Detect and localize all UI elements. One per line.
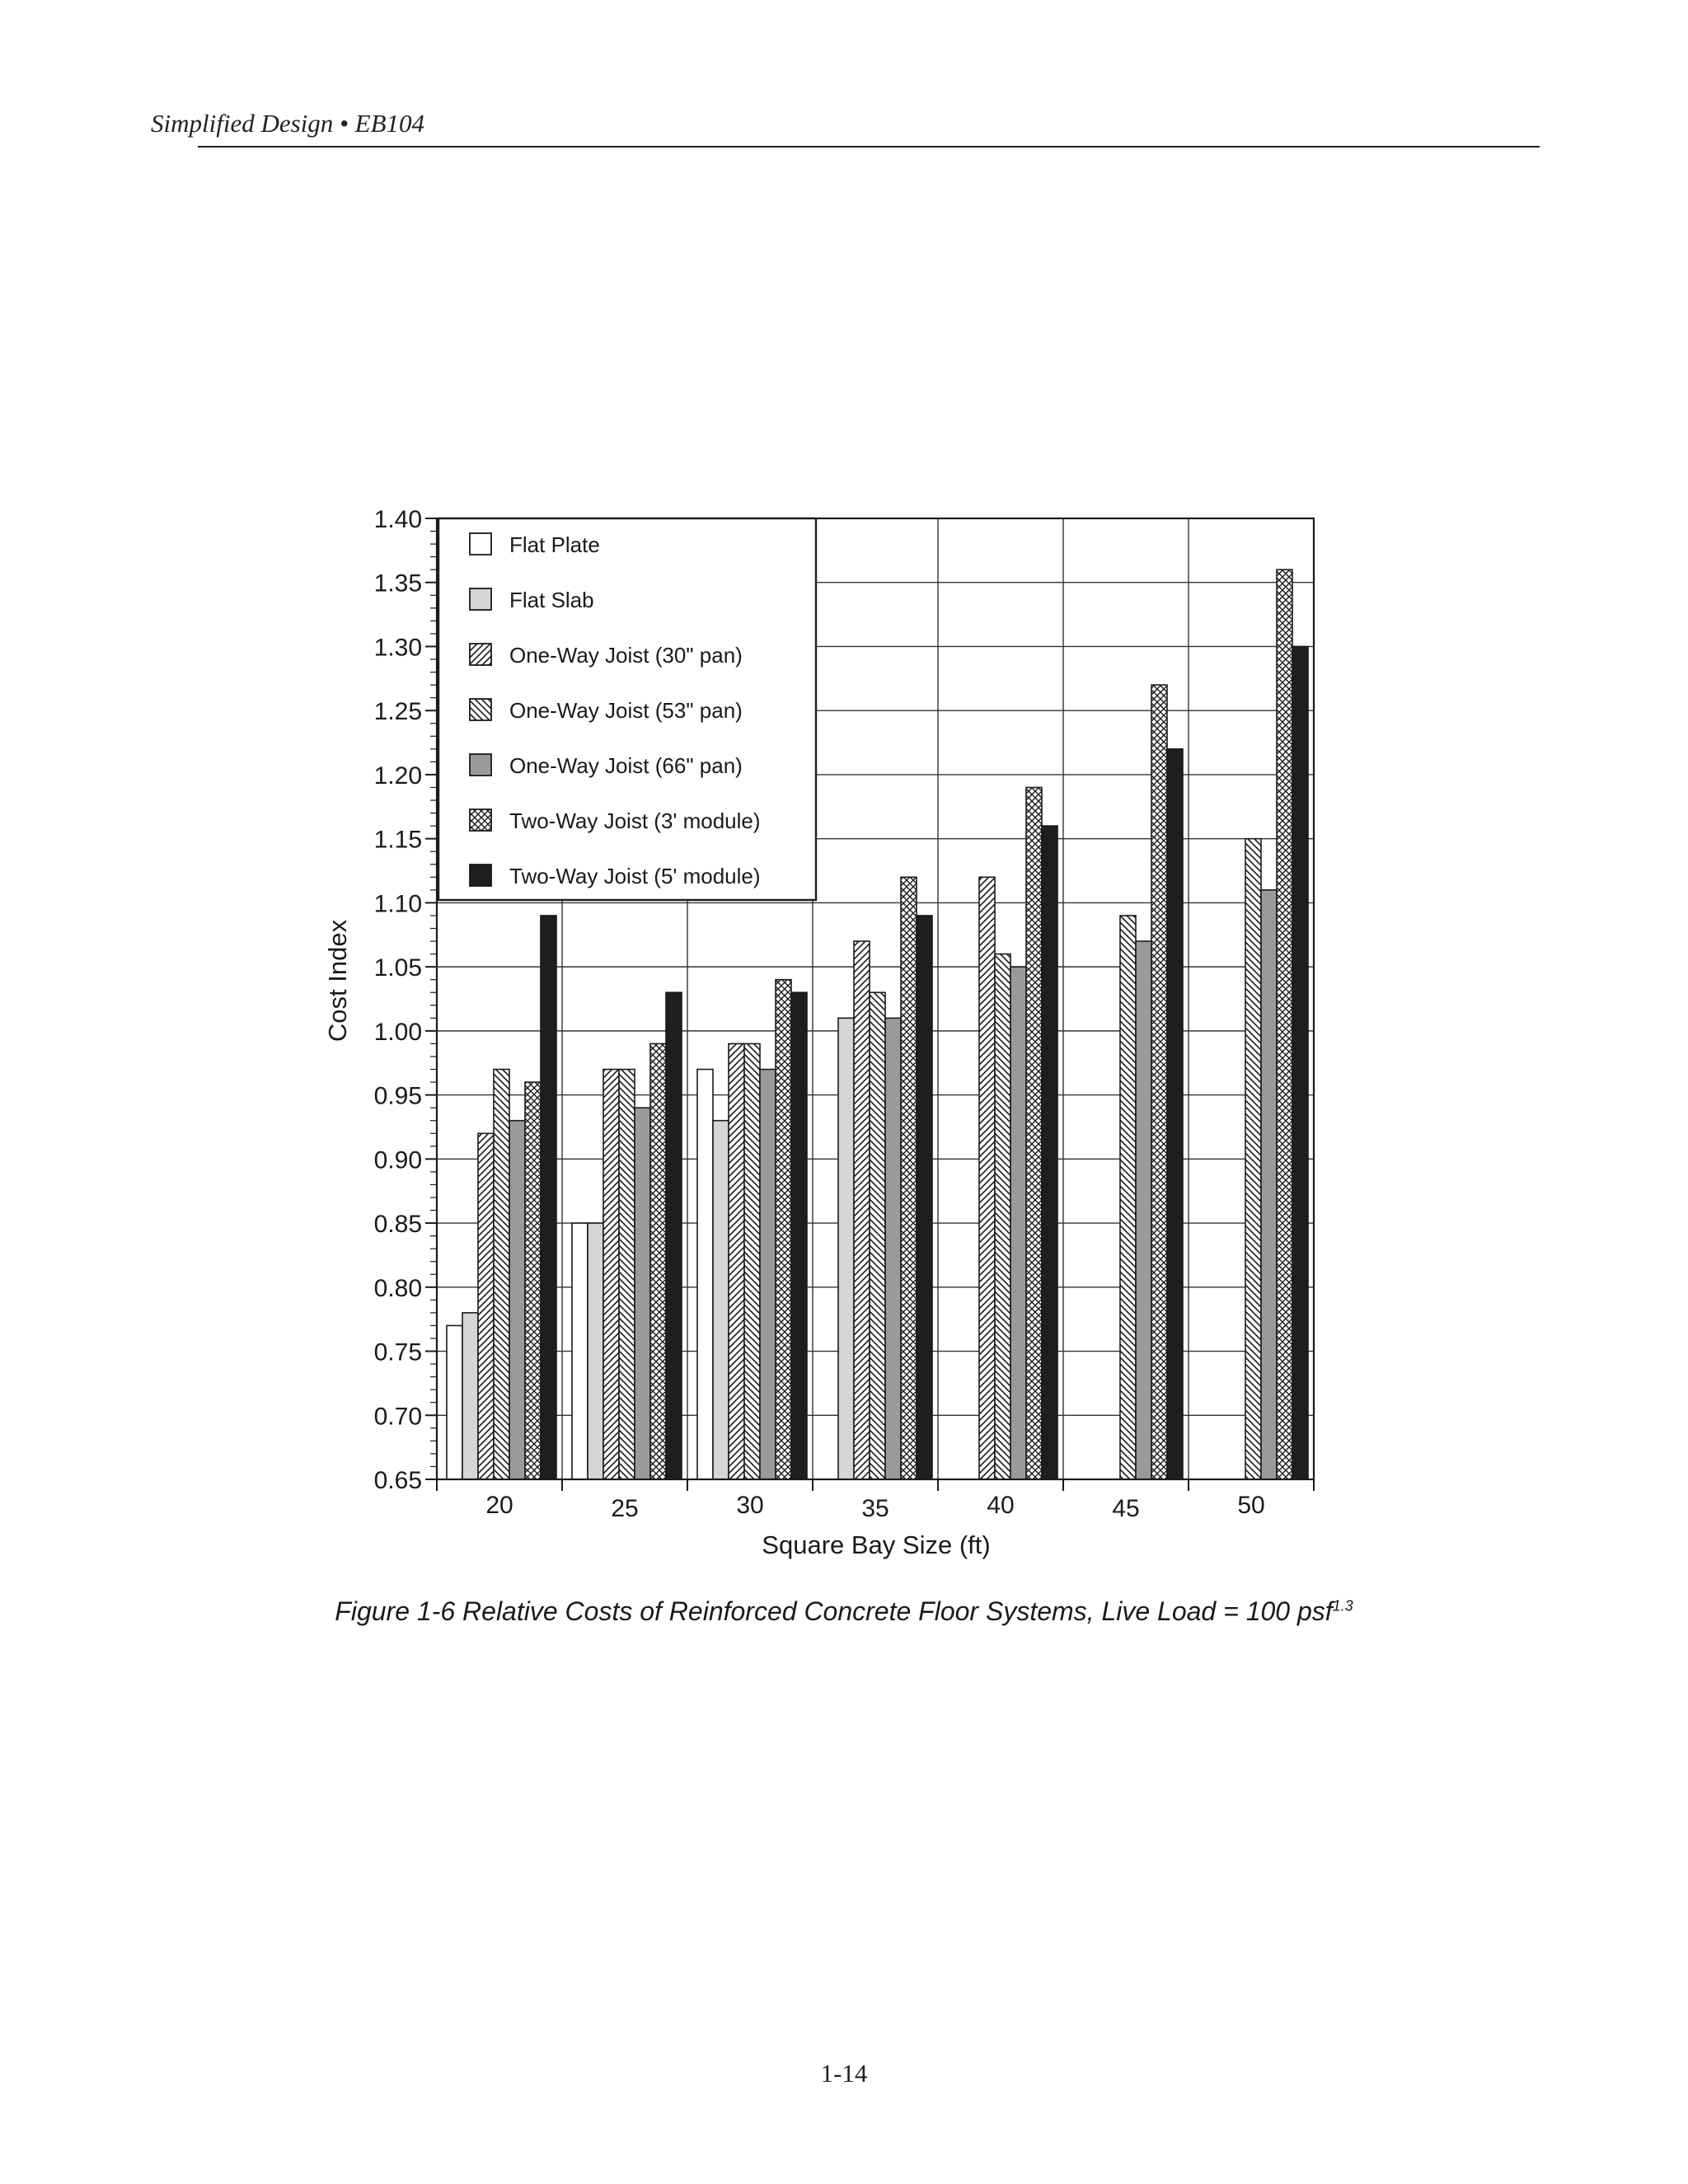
bar — [1261, 890, 1277, 1479]
caption-text: Figure 1-6 Relative Costs of Reinforced Concrete Floor Systems, Live Load = 100 psf — [335, 1596, 1333, 1626]
bar — [588, 1223, 603, 1479]
x-tick-label: 45 — [1112, 1495, 1140, 1522]
bar — [995, 954, 1010, 1479]
bar — [1026, 787, 1042, 1479]
bar — [697, 1070, 713, 1479]
bar — [1010, 967, 1026, 1479]
y-tick-label: 1.30 — [373, 634, 422, 662]
bar — [1292, 646, 1308, 1479]
bar — [776, 980, 791, 1479]
legend-swatch — [470, 699, 491, 720]
y-tick-label: 0.65 — [373, 1467, 422, 1494]
bar — [729, 1043, 744, 1479]
y-tick-label: 0.75 — [373, 1338, 422, 1366]
legend-label: Flat Slab — [509, 588, 594, 612]
bar — [1245, 839, 1261, 1479]
caption-superscript: 1.3 — [1332, 1597, 1353, 1615]
legend-swatch — [470, 809, 491, 831]
bar — [650, 1043, 666, 1479]
x-tick-label: 30 — [736, 1492, 764, 1519]
bar — [635, 1108, 650, 1479]
bar — [979, 877, 995, 1479]
bar — [666, 992, 682, 1479]
legend-swatch — [470, 644, 491, 665]
y-tick-label: 1.15 — [373, 826, 422, 854]
y-tick-label: 0.95 — [373, 1082, 422, 1110]
x-tick-label: 20 — [485, 1492, 513, 1519]
y-tick-label: 1.40 — [373, 506, 422, 533]
bar — [447, 1325, 462, 1479]
bar — [917, 916, 932, 1479]
bar — [541, 916, 556, 1479]
x-tick-label: 40 — [987, 1492, 1015, 1519]
y-axis-label: Cost Index — [323, 919, 352, 1043]
bar — [713, 1121, 729, 1479]
bar — [1136, 941, 1151, 1479]
bar — [603, 1070, 619, 1479]
y-tick-label: 0.80 — [373, 1274, 422, 1302]
x-tick-label: 35 — [861, 1495, 889, 1522]
y-tick-label: 0.85 — [373, 1211, 422, 1239]
bar — [572, 1223, 588, 1479]
legend — [438, 518, 816, 900]
legend-swatch — [470, 754, 491, 776]
bar — [1151, 685, 1167, 1479]
bar — [1277, 569, 1292, 1479]
x-tick-label: 25 — [611, 1495, 639, 1522]
y-tick-label: 0.90 — [373, 1146, 422, 1174]
bar — [901, 877, 917, 1479]
legend-label: One-Way Joist (30" pan) — [509, 643, 743, 668]
bar — [1167, 749, 1183, 1479]
bar — [1042, 826, 1057, 1479]
legend-label: Two-Way Joist (5' module) — [509, 864, 761, 888]
bar — [885, 1018, 901, 1479]
running-head: Simplified Design • EB104 — [151, 109, 425, 138]
y-tick-label: 1.20 — [373, 762, 422, 790]
bar — [462, 1313, 478, 1479]
legend-swatch — [470, 865, 491, 886]
figure-caption — [0, 1596, 1688, 1627]
bar — [1120, 916, 1136, 1479]
bar — [760, 1070, 776, 1479]
bar — [854, 941, 870, 1479]
legend-swatch — [470, 588, 491, 610]
x-tick-label: 50 — [1237, 1492, 1265, 1519]
y-tick-label: 1.25 — [373, 698, 422, 726]
bar — [478, 1133, 494, 1479]
bar — [619, 1070, 635, 1479]
bar — [870, 992, 885, 1479]
bar — [509, 1121, 525, 1479]
y-tick-label: 1.35 — [373, 569, 422, 598]
legend-label: Flat Plate — [509, 532, 600, 557]
bar — [494, 1070, 509, 1479]
page-number: 1-14 — [820, 2059, 868, 2088]
legend-swatch — [470, 533, 491, 555]
legend-label: Two-Way Joist (3' module) — [509, 808, 761, 833]
x-axis-label: Square Bay Size (ft) — [762, 1530, 991, 1559]
bar — [838, 1018, 854, 1479]
y-tick-label: 1.05 — [373, 954, 422, 982]
legend-label: One-Way Joist (66" pan) — [509, 753, 743, 778]
y-tick-label: 1.10 — [373, 890, 422, 918]
bar — [791, 992, 807, 1479]
bar — [525, 1082, 541, 1479]
y-tick-label: 0.70 — [373, 1403, 422, 1431]
legend-label: One-Way Joist (53" pan) — [509, 698, 743, 723]
y-tick-label: 1.00 — [373, 1018, 422, 1046]
bar — [744, 1043, 760, 1479]
